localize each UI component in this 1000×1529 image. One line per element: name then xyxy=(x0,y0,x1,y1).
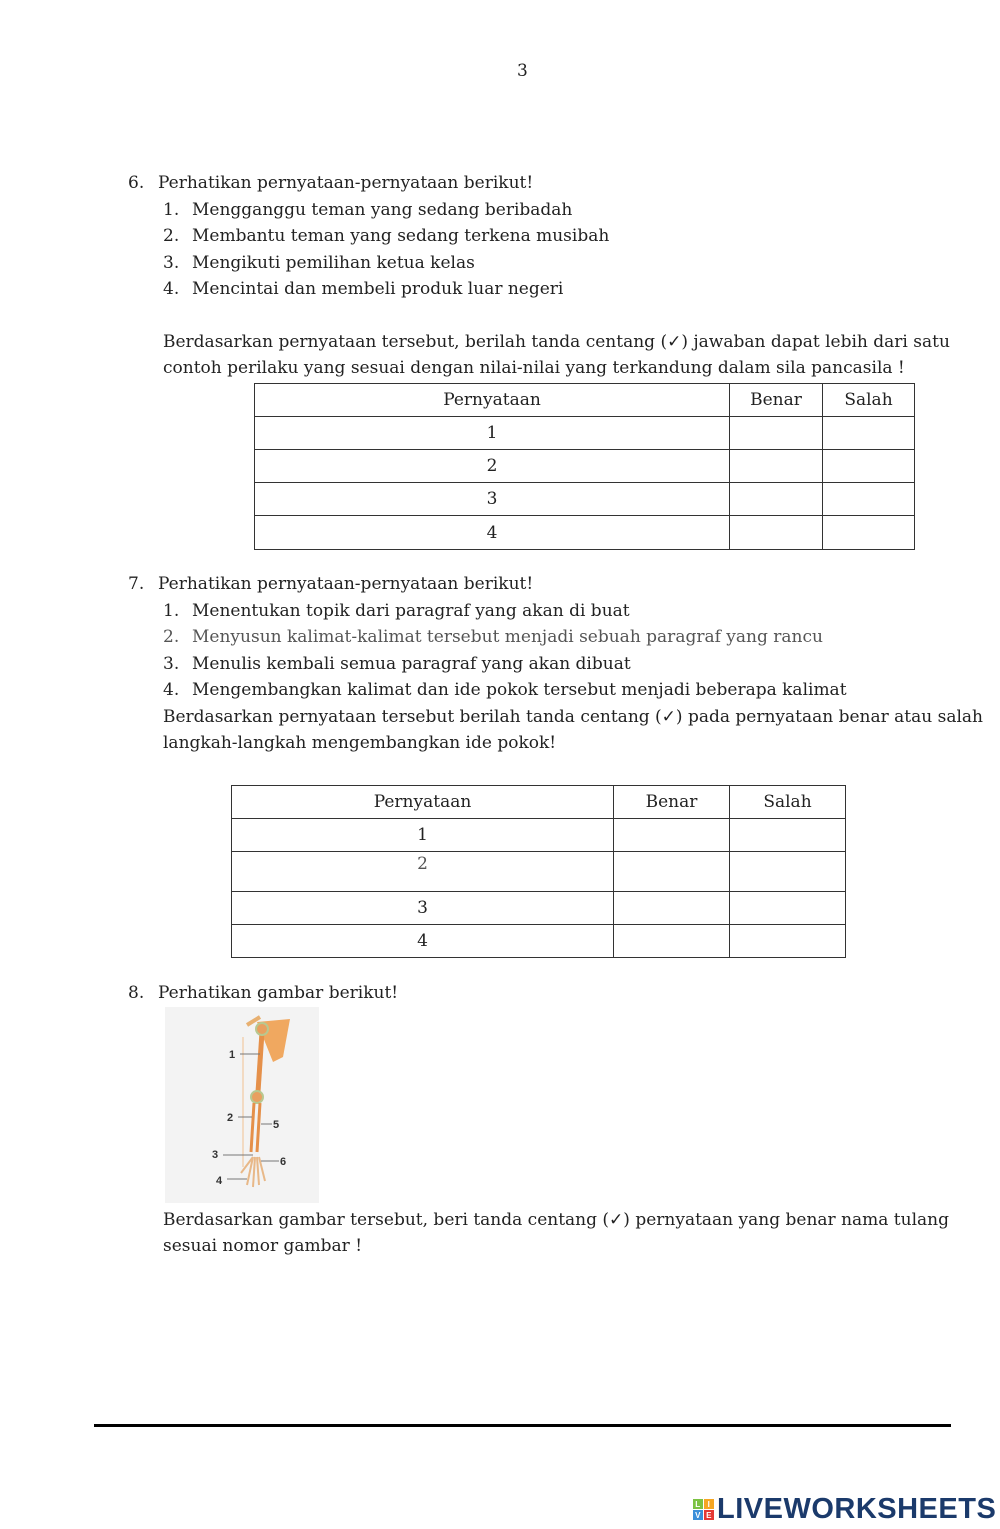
statement-cell: 1 xyxy=(232,819,614,852)
question-number: 8. xyxy=(128,983,145,1003)
benar-cell[interactable] xyxy=(730,417,823,450)
table-row xyxy=(255,417,915,450)
instruction-line: Berdasarkan gambar tersebut, beri tanda centang (✓) pernyataan yang benar nama tulang xyxy=(163,1210,949,1230)
statement-cell: 2 xyxy=(232,852,614,892)
item-text: Mengikuti pemilihan ketua kelas xyxy=(192,253,475,273)
benar-cell[interactable] xyxy=(614,892,730,925)
item-text: Menulis kembali semua paragraf yang akan dibuat xyxy=(192,654,631,674)
salah-cell[interactable] xyxy=(823,516,915,550)
figure-label: 3 xyxy=(212,1149,219,1161)
logo-letter: I xyxy=(704,1499,714,1509)
header-pernyataan: Pernyataan xyxy=(232,786,614,819)
table-row xyxy=(232,892,846,925)
item-text: Mencintai dan membeli produk luar negeri xyxy=(192,279,564,299)
item-text: Mengganggu teman yang sedang beribadah xyxy=(192,200,573,220)
question-number: 6. xyxy=(128,173,145,193)
header-salah: Salah xyxy=(730,786,846,819)
logo-text: LIVEWORKSHEETS xyxy=(717,1493,997,1525)
arm-bone-figure xyxy=(165,1007,319,1203)
figure-label: 1 xyxy=(229,1049,236,1061)
item-text: Mengembangkan kalimat dan ide pokok tersebut menjadi beberapa kalimat xyxy=(192,680,847,700)
salah-cell[interactable] xyxy=(823,450,915,483)
instruction-line: Berdasarkan pernyataan tersebut, berilah tanda centang (✓) jawaban dapat lebih dari satu xyxy=(163,332,950,352)
header-benar: Benar xyxy=(730,384,823,417)
logo-letter: L xyxy=(693,1499,703,1509)
page-number: 3 xyxy=(517,61,528,81)
table-row xyxy=(232,852,846,892)
logo-icon xyxy=(693,1499,714,1520)
list-item xyxy=(163,651,631,678)
question-text: Perhatikan gambar berikut! xyxy=(158,983,399,1003)
answer-table-6 xyxy=(254,383,915,550)
header-pernyataan: Pernyataan xyxy=(255,384,730,417)
figure-label: 4 xyxy=(216,1175,223,1187)
figure-label: 5 xyxy=(273,1119,280,1131)
list-item xyxy=(163,223,609,250)
answer-table-7 xyxy=(231,785,846,958)
instruction-line: langkah-langkah mengembangkan ide pokok! xyxy=(163,733,557,753)
instruction-line: Berdasarkan pernyataan tersebut berilah tanda centang (✓) pada pernyataan benar atau salah xyxy=(163,707,984,727)
item-number: 2. xyxy=(163,226,180,246)
benar-cell[interactable] xyxy=(730,450,823,483)
benar-cell[interactable] xyxy=(614,819,730,852)
table-row xyxy=(232,925,846,958)
statement-cell: 4 xyxy=(255,516,730,550)
salah-cell[interactable] xyxy=(730,852,846,892)
item-number: 4. xyxy=(163,279,180,299)
table-row xyxy=(232,819,846,852)
figure-label: 2 xyxy=(227,1112,234,1124)
item-text: Menyusun kalimat-kalimat tersebut menjadi sebuah paragraf yang rancu xyxy=(192,627,823,647)
question-8-title xyxy=(128,980,398,1007)
question-text: Perhatikan pernyataan-pernyataan berikut! xyxy=(158,574,534,594)
question-7-title xyxy=(128,571,533,598)
list-item xyxy=(163,250,475,277)
benar-cell[interactable] xyxy=(614,852,730,892)
benar-cell[interactable] xyxy=(730,516,823,550)
header-benar: Benar xyxy=(614,786,730,819)
liveworksheets-logo xyxy=(693,1493,996,1526)
instruction-line: sesuai nomor gambar ! xyxy=(163,1236,363,1256)
list-item xyxy=(163,276,563,303)
salah-cell[interactable] xyxy=(730,892,846,925)
item-number: 1. xyxy=(163,601,180,621)
statement-cell: 4 xyxy=(232,925,614,958)
list-item xyxy=(163,598,630,625)
logo-letter: E xyxy=(704,1510,714,1520)
item-number: 2. xyxy=(163,627,180,647)
logo-letter: V xyxy=(693,1510,703,1520)
statement-cell: 3 xyxy=(255,483,730,516)
item-number: 1. xyxy=(163,200,180,220)
item-text: Membantu teman yang sedang terkena musibah xyxy=(192,226,610,246)
item-text: Menentukan topik dari paragraf yang akan di buat xyxy=(192,601,630,621)
item-number: 3. xyxy=(163,253,180,273)
salah-cell[interactable] xyxy=(823,417,915,450)
item-number: 3. xyxy=(163,654,180,674)
table-row xyxy=(255,483,915,516)
benar-cell[interactable] xyxy=(614,925,730,958)
arm-skeleton-image xyxy=(165,1007,319,1203)
table-row xyxy=(255,450,915,483)
statement-cell: 1 xyxy=(255,417,730,450)
list-item xyxy=(163,624,823,651)
item-number: 4. xyxy=(163,680,180,700)
statement-cell: 2 xyxy=(255,450,730,483)
table-row xyxy=(255,516,915,550)
list-item xyxy=(163,677,847,704)
benar-cell[interactable] xyxy=(730,483,823,516)
figure-label: 6 xyxy=(280,1156,287,1168)
list-item xyxy=(163,197,572,224)
question-6-title xyxy=(128,170,533,197)
statement-cell: 3 xyxy=(232,892,614,925)
question-text: Perhatikan pernyataan-pernyataan berikut! xyxy=(158,173,534,193)
header-salah: Salah xyxy=(823,384,915,417)
footer-divider xyxy=(94,1424,951,1427)
question-number: 7. xyxy=(128,574,145,594)
instruction-line: contoh perilaku yang sesuai dengan nilai-nilai yang terkandung dalam sila pancasila ! xyxy=(163,358,905,378)
salah-cell[interactable] xyxy=(823,483,915,516)
salah-cell[interactable] xyxy=(730,819,846,852)
salah-cell[interactable] xyxy=(730,925,846,958)
